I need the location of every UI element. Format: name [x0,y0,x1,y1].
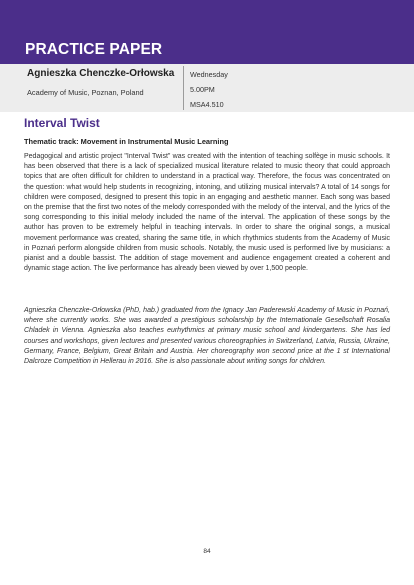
page-number: 84 [203,548,211,555]
session-room: MSA4.510 [190,100,224,109]
page-title: PRACTICE PAPER [25,41,163,58]
presenter-affiliation: Academy of Music, Poznan, Poland [27,88,144,97]
info-divider [183,66,184,110]
presenter-name: Agnieszka Chenczke-Orłowska [27,68,175,79]
session-time: 5.00PM [190,85,215,94]
thematic-track: Thematic track: Movement in Instrumental Music Learning [24,137,229,146]
author-bio: Agnieszka Chenczke-Orłowska (PhD, hab.) graduated from the Ignacy Jan Paderewski Academy of Music in Poznań, where she currently works. She was awarded a prestigious scholarship by the Internationale Gesellschaft Rosalia Chladek in Vienna. Agnieszka also teaches eurhythmics at primary music school and kindergartens. She has led courses and workshops, given lectures and presented various choreographies in Switzerland, Latvia, Russia, Ukraine, Germany, France, Belgium, Great Britain and Austria. Her choreography won second price at the 1 st International Dalcroze Competition in Hellerau in 2016. She is also passionate about writing songs for children. [24,307,390,366]
paper-title: Interval Twist [24,116,100,130]
abstract-text: Pedagogical and artistic project "Interval Twist" was created with the intention of teaching solfège in music schools. It has been observed that there is a lack of specialized musical literature related to music theory that could approach topics that are often difficult for children to understand in a practical way. Therefore, the focus was concentrated on the question: what would help students in recognizing, intoning, and utilizing musical intervals? A total of 14 songs for children were composed, designed to present this topic in an engaging and aesthetic manner. Each song was based on the premise that the first two notes of the melody corresponded with the melody of the interval, and the lyrics of the song corresponding to this initial melody included the name of the interval. The application of these songs by the author has proven to be extremely helpful in teaching intervals. In order to share the original songs, a musical movement performance was created, sharing the same title, in which rhythmics students from the Academy of Music in Poznań perform alongside children from music schools. Notably, the music used is performed live by musicians: a pianist and a double bassist. The addition of stage movement and audience engagement created a coherent and dynamic stage action. The live performance has already been viewed by over 1,500 people. [24,153,390,273]
session-day: Wednesday [190,70,228,79]
